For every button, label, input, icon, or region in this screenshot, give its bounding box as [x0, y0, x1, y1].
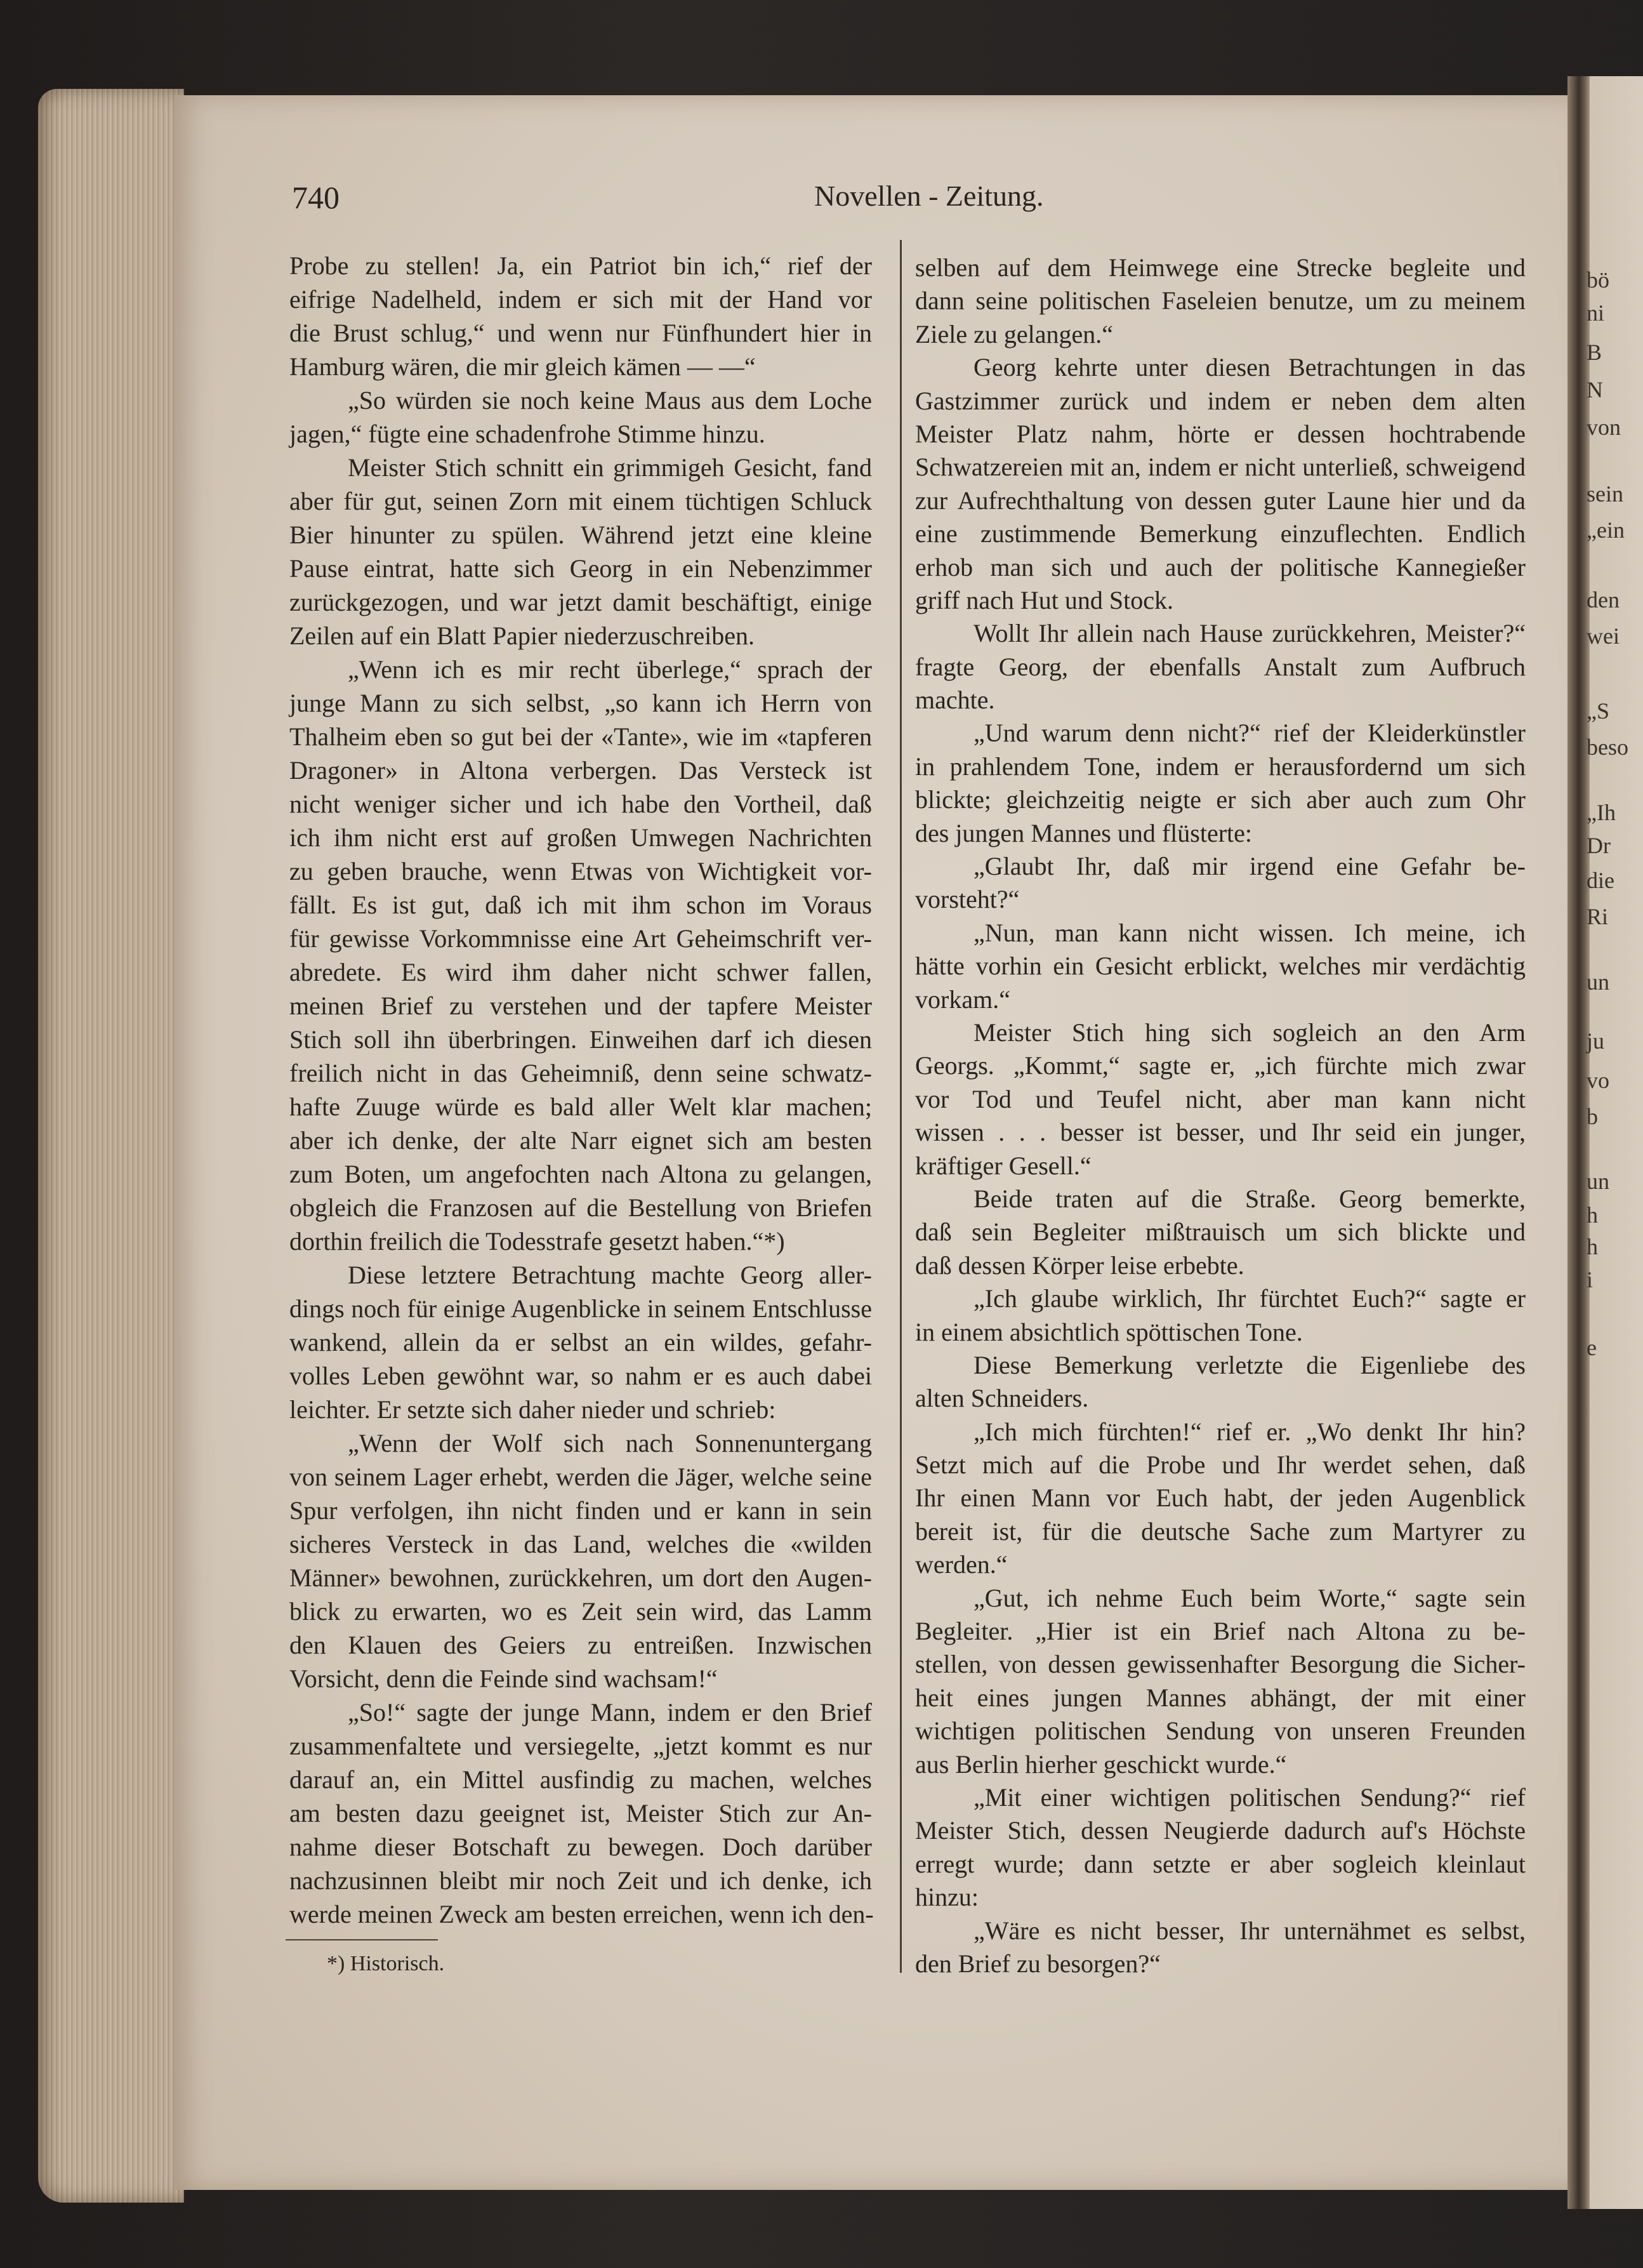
text-line: ich ihm nicht erst auf großen Umwegen Nachrichten — [289, 823, 872, 852]
text-line: eifrige Nadelheld, indem er sich mit der Hand vor — [289, 285, 872, 314]
fragment-text: beso — [1587, 734, 1628, 760]
text-line: vor Tod und Teufel nicht, aber man kann nicht — [915, 1084, 1526, 1113]
fragment-text: B — [1587, 340, 1602, 365]
text-line: hafte Zuuge würde es bald aller Welt klar machen; — [289, 1092, 872, 1121]
fragment-text: b — [1587, 1104, 1598, 1129]
text-line: „Wäre es nicht besser, Ihr unternähmet es selbst, — [973, 1916, 1526, 1945]
text-line: „So!“ sagte der junge Mann, indem er den Brief — [348, 1698, 872, 1727]
text-line: Männer» bewohnen, zurückkehren, um dort den Augen- — [289, 1563, 872, 1592]
column-divider — [900, 240, 902, 1973]
text-line: am besten dazu geeignet ist, Meister Stich zur An- — [289, 1799, 872, 1827]
text-line: Ihr einen Mann vor Euch habt, der jeden Augenblick — [915, 1483, 1526, 1513]
text-line: fällt. Es ist gut, daß ich mit ihm schon im Voraus — [289, 891, 872, 919]
fragment-text: un — [1587, 969, 1609, 995]
text-line: werden.“ — [915, 1550, 1008, 1579]
text-line: Pause eintrat, hatte sich Georg in ein Nebenzimmer — [289, 554, 872, 583]
running-title: Novellen - Zeitung. — [814, 180, 1044, 212]
text-line: Setzt mich auf die Probe und Ihr werdet sehen, daß — [915, 1450, 1526, 1480]
fragment-text: sein — [1587, 481, 1623, 507]
text-line: Diese letztere Betrachtung machte Georg aller- — [348, 1261, 872, 1289]
text-line: Meister Stich schnitt ein grimmigeh Gesicht, fand — [348, 453, 872, 482]
text-line: von seinem Lager erhebt, werden die Jäger, welche seine — [289, 1462, 872, 1491]
text-line: „Ich mich fürchten!“ rief er. „Wo denkt Ihr hin? — [973, 1417, 1526, 1446]
text-line: hinzu: — [915, 1883, 979, 1912]
text-line: alten Schneiders. — [915, 1384, 1089, 1413]
text-line: Beide traten auf die Straße. Georg bemerkte, — [973, 1184, 1526, 1213]
text-line: erregt wurde; dann setzte er aber sogleich kleinlaut — [915, 1849, 1526, 1878]
text-line: Meister Platz nahm, hörte er dessen hochtrabende — [915, 419, 1526, 448]
text-line: Georgs. „Kommt,“ sagte er, „ich fürchte mich zwar — [915, 1051, 1526, 1080]
text-line: volles Leben gewöhnt war, so nahm er es auch dabei — [289, 1362, 872, 1390]
text-line: machte. — [915, 686, 995, 715]
text-line: daß dessen Körper leise erbebte. — [915, 1250, 1244, 1280]
text-line: abredete. Es wird ihm daher nicht schwer fallen, — [289, 958, 872, 986]
text-line: „Wenn der Wolf sich nach Sonnenuntergang — [348, 1429, 872, 1457]
text-line: nachzusinnen bleibt mir noch Zeit und ich denke, ich — [289, 1866, 872, 1895]
text-line: Dragoner» in Altona verbergen. Das Versteck ist — [289, 756, 872, 785]
text-line: „Und warum denn nicht?“ rief der Kleiderkünstler — [973, 719, 1526, 748]
text-line: Gastzimmer zurück und indem er neben dem alten — [915, 386, 1526, 415]
text-line: „Nun, man kann nicht wissen. Ich meine, ich — [973, 918, 1526, 947]
text-line: Ziele zu gelangen.“ — [915, 319, 1114, 348]
text-line: zum Boten, um angefochten nach Altona zu gelangen, — [289, 1160, 872, 1188]
book-page-edges — [38, 89, 184, 2203]
text-line: hätte vorhin ein Gesicht erblickt, welches mir verdächtig — [915, 952, 1526, 981]
fragment-text: i — [1587, 1267, 1594, 1292]
text-line: „So würden sie noch keine Maus aus dem Loche — [348, 386, 872, 414]
page-number: 740 — [292, 180, 340, 215]
text-line: vorsteht?“ — [915, 885, 1020, 914]
fragment-text: den — [1587, 587, 1620, 613]
text-line: selben auf dem Heimwege eine Strecke begleite und — [915, 253, 1526, 282]
text-line: Begleiter. „Hier ist ein Brief nach Altona zu be- — [915, 1617, 1526, 1646]
left-column — [289, 249, 872, 1931]
fragment-text: „S — [1587, 698, 1609, 724]
text-line: in einem absichtlich spöttischen Tone. — [915, 1317, 1303, 1346]
text-line: des jungen Mannes und flüsterte: — [915, 818, 1252, 847]
text-line: freilich nicht in das Geheimniß, denn seine schwatz- — [289, 1059, 872, 1087]
text-line: wichtigen politischen Sendung von unseren Freunden — [915, 1716, 1526, 1746]
text-line: erhob man sich und auch der politische Kannegießer — [915, 552, 1526, 581]
text-line: kräftiger Gesell.“ — [915, 1151, 1092, 1180]
text-line: Zeilen auf ein Blatt Papier niederzuschreiben. — [289, 621, 755, 650]
text-line: heit eines jungen Mannes abhängt, der mit einer — [915, 1683, 1526, 1712]
fragment-text: h — [1587, 1202, 1598, 1228]
fragment-text: Dr — [1587, 833, 1611, 858]
text-line: den Brief zu besorgen?“ — [915, 1949, 1161, 1978]
text-line: werde meinen Zweck am besten erreichen, wenn ich den- — [289, 1900, 874, 1928]
text-line: Stich soll ihn überbringen. Einweihen darf ich diesen — [289, 1025, 872, 1054]
text-line: darauf an, ein Mittel ausfindig zu machen, welches — [289, 1765, 872, 1794]
text-line: jagen,“ fügte eine schadenfrohe Stimme hinzu. — [289, 420, 765, 448]
text-line: zu geben brauche, wenn Etwas von Wichtigkeit vor- — [289, 857, 872, 885]
text-line: nahme dieser Botschaft zu bewegen. Doch darüber — [289, 1833, 872, 1861]
text-line: Vorsicht, denn die Feinde sind wachsam!“ — [289, 1664, 718, 1693]
fragment-text: vo — [1587, 1068, 1609, 1093]
text-line: fragte Georg, der ebenfalls Anstalt zum Aufbruch — [915, 652, 1526, 681]
text-line: bereit ist, für die deutsche Sache zum Martyrer zu — [915, 1516, 1526, 1546]
text-line: „Ich glaube wirklich, Ihr fürchtet Euch?“ sagte er — [973, 1284, 1526, 1313]
fragment-text: die — [1587, 868, 1614, 893]
fragment-text: ni — [1587, 300, 1605, 326]
text-line: „Wenn ich es mir recht überlege,“ sprach der — [348, 655, 872, 684]
text-line: nicht weniger sicher und ich habe den Vortheil, daß — [289, 790, 872, 818]
text-line: Hamburg wären, die mir gleich kämen — —“ — [289, 352, 756, 381]
text-line: aus Berlin hierher geschickt wurde.“ — [915, 1749, 1287, 1779]
text-line: zurückgezogen, und war jetzt damit beschäftigt, einige — [289, 588, 872, 616]
text-line: Georg kehrte unter diesen Betrachtungen in das — [973, 353, 1526, 382]
right-column — [915, 251, 1526, 1980]
fragment-text: N — [1587, 377, 1603, 402]
text-line: Thalheim eben so gut bei der «Tante», wie im «tapferen — [289, 722, 872, 751]
fragment-text: „ein — [1587, 517, 1625, 543]
text-line: „Mit einer wichtigen politischen Sendung?“ rief — [973, 1782, 1526, 1812]
text-line: junge Mann zu sich selbst, „so kann ich Herrn von — [289, 689, 872, 717]
text-line: Schwatzereien mit an, indem er nicht unterließ, schweigend — [915, 453, 1526, 482]
text-line: zusammenfaltete und versiegelte, „jetzt kommt es nur — [289, 1732, 872, 1760]
text-line: Diese Bemerkung verletzte die Eigenliebe des — [973, 1350, 1526, 1379]
fragment-text: von — [1587, 414, 1621, 440]
text-line: sicheres Versteck in das Land, welches die «wilden — [289, 1530, 872, 1558]
text-line: dings noch für einige Augenblicke in seinem Entschlusse — [289, 1294, 872, 1323]
fragment-text: bö — [1587, 267, 1609, 293]
fragment-text: wei — [1587, 623, 1620, 649]
text-line: griff nach Hut und Stock. — [915, 585, 1173, 614]
text-line: den Klauen des Geiers zu entreißen. Inzwischen — [289, 1631, 872, 1659]
text-line: Wollt Ihr allein nach Hause zurückkehren, Meister?“ — [973, 619, 1526, 648]
text-line: wissen . . . besser ist besser, und Ihr seid ein junger, — [915, 1118, 1526, 1147]
fragment-text: ju — [1587, 1028, 1605, 1054]
text-line: für gewisse Vorkommnisse eine Art Geheimschrift ver- — [289, 924, 872, 953]
text-line: wankend, allein da er selbst an ein wildes, gefahr- — [289, 1328, 872, 1356]
text-line: Meister Stich hing sich sogleich an den Arm — [973, 1018, 1526, 1047]
text-line: „Glaubt Ihr, daß mir irgend eine Gefahr be- — [973, 852, 1526, 881]
text-line: Spur verfolgen, ihn nicht finden und er kann in sein — [289, 1496, 872, 1525]
text-line: vorkam.“ — [915, 985, 1010, 1014]
fragment-text: h — [1587, 1234, 1598, 1259]
text-line: Bier hinunter zu spülen. Während jetzt eine kleine — [289, 521, 872, 549]
text-line: stellen, von dessen gewissenhafter Besorgung die Sicher- — [915, 1650, 1526, 1679]
footnote: *) Historisch. — [327, 1952, 445, 1975]
fragment-text: un — [1587, 1169, 1609, 1194]
text-line: meinen Brief zu verstehen und der tapfere Meister — [289, 991, 872, 1020]
text-line: Probe zu stellen! Ja, ein Patriot bin ich,“ rief der — [289, 251, 872, 280]
fragment-text: „Ih — [1587, 800, 1616, 825]
text-line: Meister Stich, dessen Neugierde dadurch auf's Höchste — [915, 1816, 1526, 1845]
text-line: dann seine politischen Faseleien benutze, um zu meinem — [915, 286, 1526, 315]
text-line: leichter. Er setzte sich daher nieder und schrieb: — [289, 1395, 776, 1424]
text-line: eine zustimmende Bemerkung einzuflechten. Endlich — [915, 519, 1526, 548]
fragment-text: Ri — [1587, 904, 1609, 929]
text-line: obgleich die Franzosen auf die Bestellung von Briefen — [289, 1193, 872, 1222]
text-line: dorthin freilich die Todesstrafe gesetzt haben.“*) — [289, 1227, 785, 1256]
footnote-rule — [286, 1939, 438, 1940]
fragment-text: e — [1587, 1335, 1597, 1360]
text-line: aber ich denke, der alte Narr eignet sich am besten — [289, 1126, 872, 1155]
text-line: zur Aufrechthaltung von dessen guter Laune hier und da — [915, 486, 1526, 515]
text-line: „Gut, ich nehme Euch beim Worte,“ sagte sein — [973, 1583, 1526, 1612]
text-line: in prahlendem Tone, indem er herausfordernd um sich — [915, 752, 1526, 781]
text-line: aber für gut, seinen Zorn mit einem tüchtigen Schluck — [289, 487, 872, 515]
text-line: daß sein Begleiter mißtrauisch um sich blickte und — [915, 1217, 1526, 1247]
text-line: blick zu erwarten, wo es Zeit sein wird, das Lamm — [289, 1597, 872, 1626]
text-line: blickte; gleichzeitig neigte er sich aber auch zum Ohr — [915, 785, 1526, 814]
text-line: die Brust schlug,“ und wenn nur Fünfhundert hier in — [289, 319, 872, 347]
